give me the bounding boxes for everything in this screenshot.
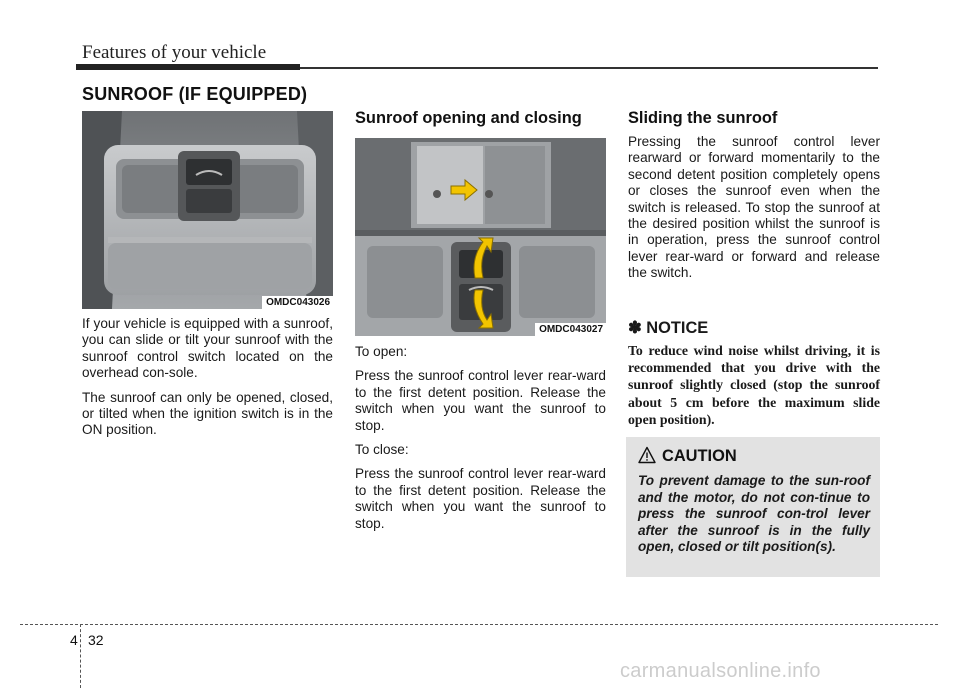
left-column <box>82 316 333 447</box>
sliding-text: Pressing the sunroof control lever rearward or forward momentarily to the second detent position completely opens or closes the sunroof even when the switch is released. To stop the sunroof at the desired position whilst the sunroof is in operation, press the sunroof control lever rear-ward or forward and release the switch. <box>628 134 880 281</box>
open-label: To open: <box>355 344 408 359</box>
caution-heading: CAUTION <box>662 447 737 465</box>
opening-closing-heading: Sunroof opening and closing <box>355 109 582 127</box>
footer-rule <box>20 624 938 625</box>
notice-text: To reduce wind noise whilst driving, it is recommended that you drive with the sunroof slightly closed (stop the sunroof about 5 cm before the maximum slide open position). <box>628 343 880 427</box>
notice-heading: ✽ NOTICE <box>628 319 709 337</box>
close-instructions: Press the sunroof control lever rear-ward to the first detent position. Release the switch when you want the sunroof to stop. <box>355 466 606 531</box>
watermark: carmanualsonline.info <box>620 660 821 682</box>
header-title: Features of your vehicle <box>82 42 267 63</box>
section-title: SUNROOF (IF EQUIPPED) <box>82 84 308 104</box>
caution-text: To prevent damage to the sun-roof and the motor, do not con-tinue to press the sunroof con-trol lever after the sunroof is in the fully open, closed or tilt position(s). <box>638 473 870 555</box>
caution-box <box>626 437 880 577</box>
chapter-number: 4 <box>70 632 78 648</box>
sunroof-switch-figure <box>355 138 606 336</box>
middle-column <box>355 344 606 540</box>
header-bar <box>76 64 300 70</box>
intro-paragraph: If your vehicle is equipped with a sunroof, you can slide or tilt your sunroof with the sunroof control switch located on the overhead con-sole. <box>82 316 333 381</box>
overhead-console-illustration <box>82 111 333 309</box>
open-instructions: Press the sunroof control lever rear-ward to the first detent position. Release the switch when you want the sunroof to stop. <box>355 368 606 433</box>
close-label: To close: <box>355 442 409 458</box>
page-number: 32 <box>88 632 104 648</box>
figure-label-left: OMDC043026 <box>262 296 333 309</box>
sliding-heading: Sliding the sunroof <box>628 109 778 127</box>
footer-divider <box>80 624 81 688</box>
figure-label-middle: OMDC043027 <box>535 323 606 336</box>
sunroof-switch-illustration <box>355 138 606 336</box>
warning-triangle-icon <box>638 446 656 464</box>
header-rule <box>300 67 878 69</box>
ignition-paragraph: The sunroof can only be opened, closed, or tilted when the ignition switch is in the ON position. <box>82 389 333 438</box>
overhead-console-figure <box>82 111 333 309</box>
